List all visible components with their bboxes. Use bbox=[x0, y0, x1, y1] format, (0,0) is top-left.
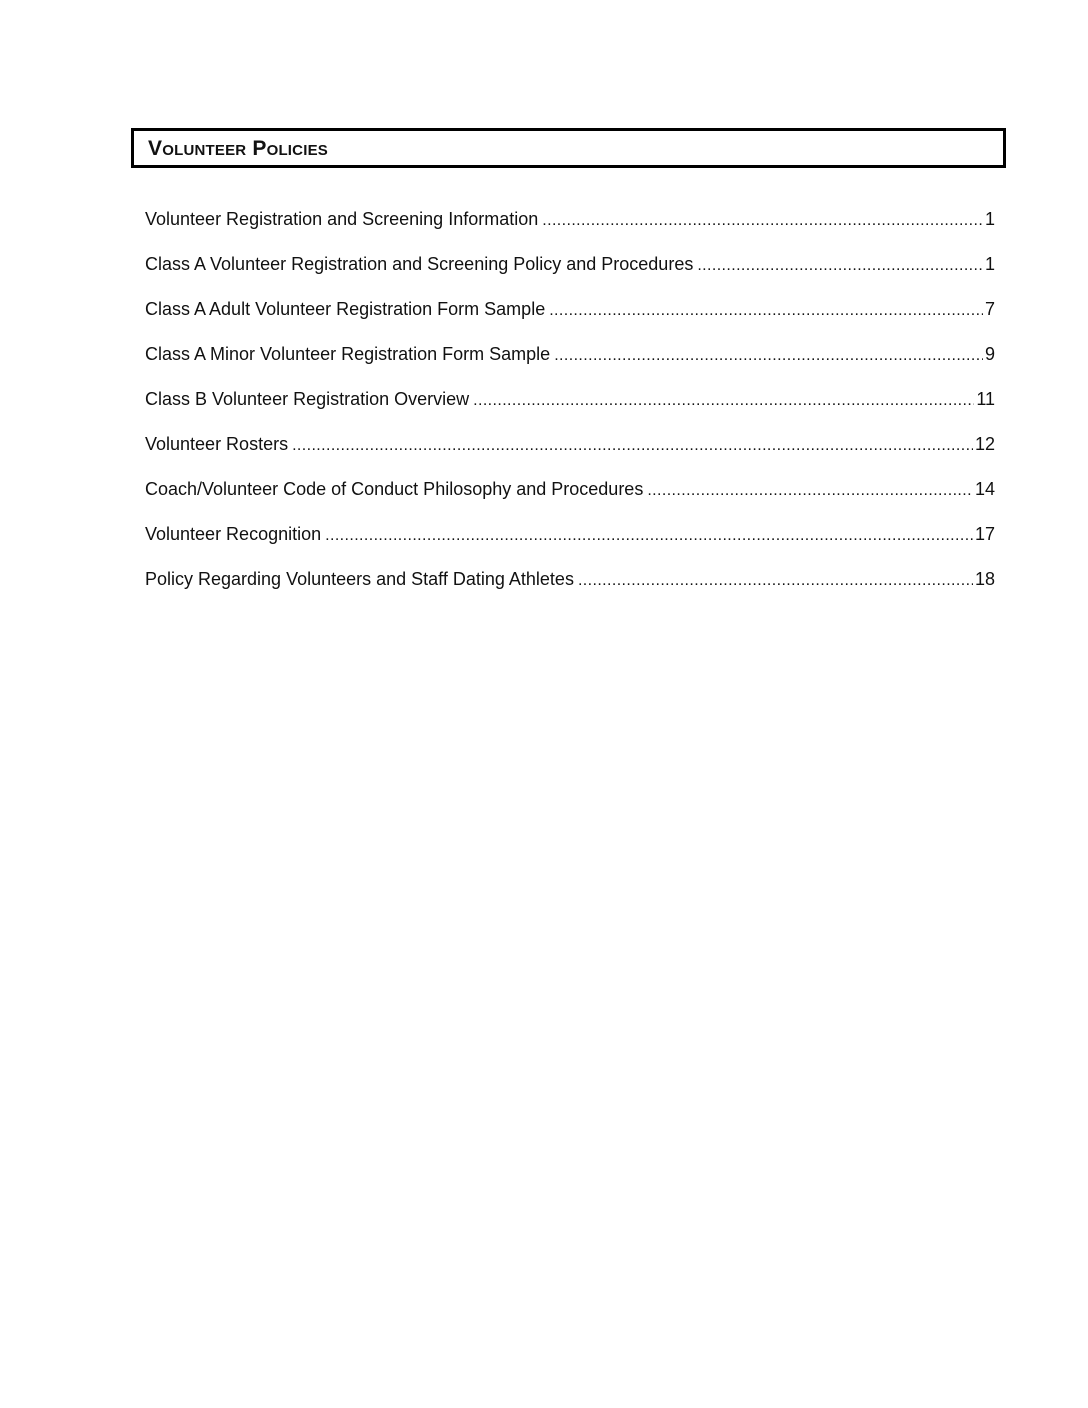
toc-dot-leader bbox=[697, 252, 983, 276]
toc-dot-leader bbox=[325, 522, 973, 546]
toc-entry-page: 7 bbox=[984, 299, 995, 319]
toc-entry[interactable] bbox=[145, 477, 995, 522]
table-of-contents bbox=[145, 207, 995, 612]
toc-entry-label: Volunteer Recognition bbox=[145, 524, 322, 544]
toc-entry-label: Class B Volunteer Registration Overview bbox=[145, 389, 470, 409]
toc-entry[interactable] bbox=[145, 252, 995, 297]
section-title-first-rest: olunteer bbox=[162, 136, 253, 160]
toc-entry-label: Volunteer Registration and Screening Information bbox=[145, 209, 539, 229]
toc-entry-page: 12 bbox=[974, 434, 995, 454]
toc-entry[interactable] bbox=[145, 207, 995, 252]
toc-entry[interactable] bbox=[145, 387, 995, 432]
toc-entry-page: 18 bbox=[974, 569, 995, 589]
toc-entry[interactable] bbox=[145, 432, 995, 477]
toc-entry-page: 1 bbox=[984, 254, 995, 274]
toc-dot-leader bbox=[549, 297, 983, 321]
toc-dot-leader bbox=[542, 207, 983, 231]
toc-dot-leader bbox=[578, 567, 973, 591]
section-title-second-rest: olicies bbox=[266, 136, 328, 160]
section-header-box bbox=[131, 128, 1006, 168]
toc-entry[interactable] bbox=[145, 522, 995, 567]
toc-entry-label: Class A Adult Volunteer Registration Form Sample bbox=[145, 299, 546, 319]
toc-entry-page: 17 bbox=[974, 524, 995, 544]
toc-entry-page: 14 bbox=[974, 479, 995, 499]
toc-entry-page: 9 bbox=[984, 344, 995, 364]
toc-entry[interactable] bbox=[145, 297, 995, 342]
toc-entry[interactable] bbox=[145, 567, 995, 612]
section-title-first-cap: V bbox=[148, 136, 163, 160]
toc-entry-label: Class A Minor Volunteer Registration Form Sample bbox=[145, 344, 551, 364]
section-title bbox=[148, 138, 328, 159]
toc-entry-label: Coach/Volunteer Code of Conduct Philosophy and Procedures bbox=[145, 479, 644, 499]
toc-dot-leader bbox=[647, 477, 973, 501]
toc-entry-label: Class A Volunteer Registration and Screening Policy and Procedures bbox=[145, 254, 694, 274]
section-title-second-cap: P bbox=[252, 136, 267, 160]
toc-entry[interactable] bbox=[145, 342, 995, 387]
toc-entry-label: Policy Regarding Volunteers and Staff Dating Athletes bbox=[145, 569, 574, 589]
toc-entry-page: 1 bbox=[984, 209, 995, 229]
toc-dot-leader bbox=[292, 432, 973, 456]
toc-entry-page: 11 bbox=[976, 389, 995, 409]
toc-dot-leader bbox=[473, 387, 974, 411]
toc-dot-leader bbox=[554, 342, 983, 366]
toc-entry-label: Volunteer Rosters bbox=[145, 434, 289, 454]
